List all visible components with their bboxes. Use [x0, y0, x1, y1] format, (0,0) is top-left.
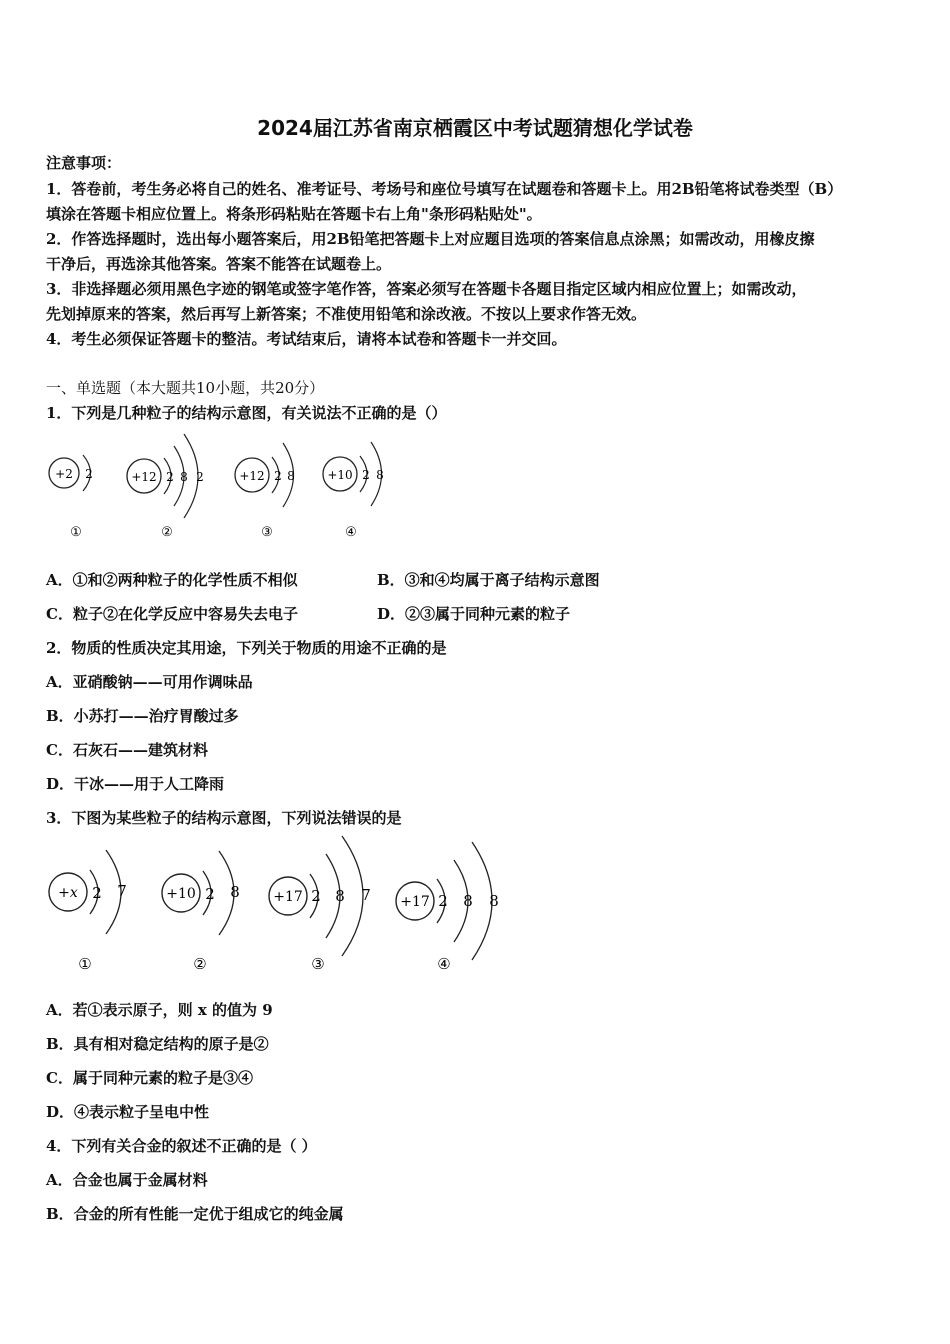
q2-option-b[interactable]: B．小苏打——治疗胃酸过多	[46, 707, 239, 725]
atom-nucleus-label: +12	[239, 469, 265, 483]
atom-nucleus-label: +17	[273, 889, 303, 905]
atom-diagram-label: ②	[193, 955, 207, 973]
atom-nucleus-label: +x	[58, 885, 78, 901]
atom-nucleus-label: +2	[55, 467, 73, 481]
atom-shell-label: 2	[438, 892, 448, 910]
atom-diagram-3	[235, 443, 295, 540]
atom-diagram-2	[162, 851, 240, 973]
q3-option-c[interactable]: C．属于同种元素的粒子是③④	[46, 1069, 253, 1087]
atom-diagram-label: ②	[161, 525, 173, 540]
notice-line: 干净后，再选涂其他答案。答案不能答在试题卷上。	[46, 255, 392, 273]
q1-atom-diagrams	[40, 428, 460, 548]
page-title: 2024届江苏省南京栖霞区中考试题猜想化学试卷	[257, 116, 693, 140]
q2-option-d[interactable]: D．干冰——用于人工降雨	[46, 775, 225, 793]
notice-line: 3．非选择题必须用黑色字迹的钢笔或签字笔作答，答案必须写在答题卡各题目指定区域内相应位置上；如需改动，	[46, 280, 807, 298]
notice-line: 先划掉原来的答案，然后再写上新答案；不准使用铅笔和涂改液。不按以上要求作答无效。	[46, 305, 647, 323]
q3-atom-diagrams	[40, 832, 540, 982]
atom-diagram-label: ①	[70, 525, 82, 540]
q1-option-d[interactable]: D．②③属于同种元素的粒子	[377, 605, 571, 623]
notice-heading: 注意事项：	[46, 154, 122, 172]
atom-shell-label: 8	[180, 470, 188, 484]
atom-diagram-label: ③	[261, 525, 273, 540]
q2-option-a[interactable]: A．亚硝酸钠——可用作调味品	[46, 673, 253, 691]
atom-shell-label: 2	[311, 887, 321, 905]
atom-diagram-4	[396, 842, 499, 973]
q1-option-a[interactable]: A．①和②两种粒子的化学性质不相似	[46, 571, 298, 589]
atom-nucleus-label: +10	[327, 468, 353, 482]
atom-nucleus-label: +12	[131, 470, 157, 484]
atom-shell-label: 7	[117, 882, 127, 900]
atom-shell-label: 2	[92, 884, 102, 902]
q3-option-a[interactable]: A．若①表示原子，则 x 的值为 9	[46, 1001, 273, 1019]
q3-option-d[interactable]: D．④表示粒子呈电中性	[46, 1103, 210, 1121]
section-heading: 一、单选题（本大题共10小题，共20分）	[46, 379, 325, 397]
atom-diagram-label: ④	[437, 955, 451, 973]
atom-shell-label: 2	[205, 885, 215, 903]
atom-diagram-2	[127, 434, 204, 540]
atom-shell-label: 8	[376, 468, 384, 482]
q1-option-b[interactable]: B．③和④均属于离子结构示意图	[377, 571, 600, 589]
q4-option-b[interactable]: B．合金的所有性能一定优于组成它的纯金属	[46, 1205, 344, 1223]
question-3-stem: 3．下图为某些粒子的结构示意图，下列说法错误的是	[46, 809, 402, 827]
notice-line: 1．答卷前，考生务必将自己的姓名、准考证号、考场号和座位号填写在试题卷和答题卡上。用2B铅笔将试卷类型（B）	[46, 180, 843, 198]
notice-line: 4．考生必须保证答题卡的整洁。考试结束后，请将本试卷和答题卡一并交回。	[46, 330, 567, 348]
atom-shell-label: 2	[85, 467, 93, 481]
q3-option-b[interactable]: B．具有相对稳定结构的原子是②	[46, 1035, 269, 1053]
atom-nucleus-label: +10	[166, 886, 196, 902]
notice-line: 填涂在答题卡相应位置上。将条形码粘贴在答题卡右上角"条形码粘贴处"。	[46, 205, 542, 223]
atom-diagram-4	[323, 442, 384, 540]
question-2-stem: 2．物质的性质决定其用途，下列关于物质的用途不正确的是	[46, 639, 447, 657]
atom-shell-label: 8	[230, 883, 240, 901]
atom-diagram-label: ①	[78, 955, 92, 973]
q4-option-a[interactable]: A．合金也属于金属材料	[46, 1171, 208, 1189]
atom-shell-label: 8	[463, 892, 473, 910]
atom-diagram-label: ③	[311, 955, 325, 973]
atom-shell-label: 2	[362, 468, 370, 482]
atom-diagram-1	[49, 455, 93, 540]
atom-shell-label: 2	[196, 470, 204, 484]
atom-shell-label: 8	[335, 887, 345, 905]
question-1-stem: 1．下列是几种粒子的结构示意图，有关说法不正确的是（）	[46, 404, 447, 422]
atom-diagram-1	[49, 850, 127, 973]
atom-diagram-label: ④	[345, 525, 357, 540]
q2-option-c[interactable]: C．石灰石——建筑材料	[46, 741, 208, 759]
atom-nucleus-label: +17	[400, 894, 430, 910]
notice-line: 2．作答选择题时，选出每小题答案后，用2B铅笔把答题卡上对应题目选项的答案信息点涂黑；如需改动，用橡皮擦	[46, 230, 815, 248]
atom-diagram-3	[269, 836, 371, 973]
question-4-stem: 4．下列有关合金的叙述不正确的是（ ）	[46, 1137, 317, 1155]
atom-shell-label: 7	[361, 886, 371, 904]
atom-shell-label: 2	[166, 470, 174, 484]
atom-shell-label: 8	[489, 892, 499, 910]
q1-option-c[interactable]: C．粒子②在化学反应中容易失去电子	[46, 605, 298, 623]
atom-shell-label: 8	[287, 469, 295, 483]
atom-shell-label: 2	[274, 469, 282, 483]
